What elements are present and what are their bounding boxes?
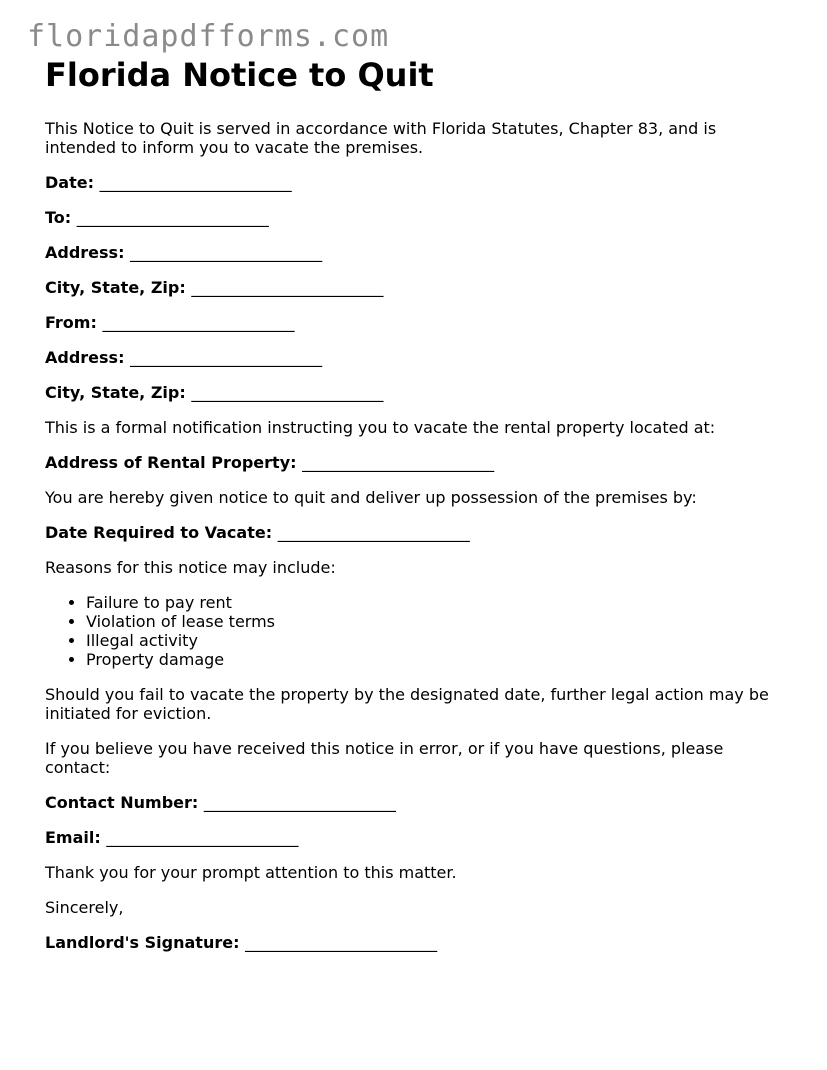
field-label: Date: [45, 173, 94, 192]
field-label: From: [45, 313, 97, 332]
fill-in-blank[interactable]: ________________________ [277, 523, 470, 542]
to-address-field [45, 243, 785, 262]
field-label: Email: [45, 828, 101, 847]
vacate-date-field [45, 523, 785, 542]
email-field [45, 828, 785, 847]
field-label: Address: [45, 243, 125, 262]
questions-paragraph: If you believe you have received this notice in error, or if you have questions, please contact: [45, 739, 724, 777]
reasons-list [45, 593, 785, 669]
field-label: City, State, Zip: [45, 278, 186, 297]
fill-in-blank[interactable]: ________________________ [245, 933, 438, 952]
rental-property-field [45, 453, 785, 472]
field-label: Address of Rental Property: [45, 453, 297, 472]
reasons-intro: Reasons for this notice may include: [45, 558, 336, 577]
field-label: To: [45, 208, 72, 227]
signature-field [45, 933, 785, 952]
list-item: • Failure to pay rent [86, 593, 785, 612]
list-item: • Property damage [86, 650, 785, 669]
from-city-state-zip-field [45, 383, 785, 402]
list-item: • Illegal activity [86, 631, 785, 650]
document-body [45, 119, 785, 968]
thanks-paragraph: Thank you for your prompt attention to this matter. [45, 863, 457, 882]
field-label: Date Required to Vacate: [45, 523, 273, 542]
contact-number-field [45, 793, 785, 812]
notification-paragraph: This is a formal notification instructing you to vacate the rental property located at: [45, 418, 716, 437]
fill-in-blank[interactable]: ________________________ [99, 173, 292, 192]
field-label: City, State, Zip: [45, 383, 186, 402]
to-field [45, 208, 785, 227]
fill-in-blank[interactable]: ________________________ [106, 828, 299, 847]
fill-in-blank[interactable]: ________________________ [102, 313, 295, 332]
fill-in-blank[interactable]: ________________________ [302, 453, 495, 472]
page-title: Florida Notice to Quit [45, 56, 434, 94]
date-field [45, 173, 785, 192]
fill-in-blank[interactable]: ________________________ [191, 383, 384, 402]
watermark-text: floridapdfforms.com [27, 19, 390, 54]
field-label: Address: [45, 348, 125, 367]
from-address-field [45, 348, 785, 367]
fill-in-blank[interactable]: ________________________ [203, 793, 396, 812]
notice-quit-paragraph: You are hereby given notice to quit and deliver up possession of the premises by: [45, 488, 697, 507]
intro-paragraph: This Notice to Quit is served in accordance with Florida Statutes, Chapter 83, and is intended to inform you to vacate the premises. [45, 119, 717, 157]
field-label: Landlord's Signature: [45, 933, 240, 952]
fill-in-blank[interactable]: ________________________ [191, 278, 384, 297]
field-label: Contact Number: [45, 793, 199, 812]
to-city-state-zip-field [45, 278, 785, 297]
closing-text: Sincerely, [45, 898, 124, 917]
from-field [45, 313, 785, 332]
fill-in-blank[interactable]: ________________________ [130, 348, 323, 367]
fill-in-blank[interactable]: ________________________ [130, 243, 323, 262]
fill-in-blank[interactable]: ________________________ [76, 208, 269, 227]
fail-paragraph: Should you fail to vacate the property by the designated date, further legal action may be initiated for eviction. [45, 685, 769, 723]
list-item: • Violation of lease terms [86, 612, 785, 631]
